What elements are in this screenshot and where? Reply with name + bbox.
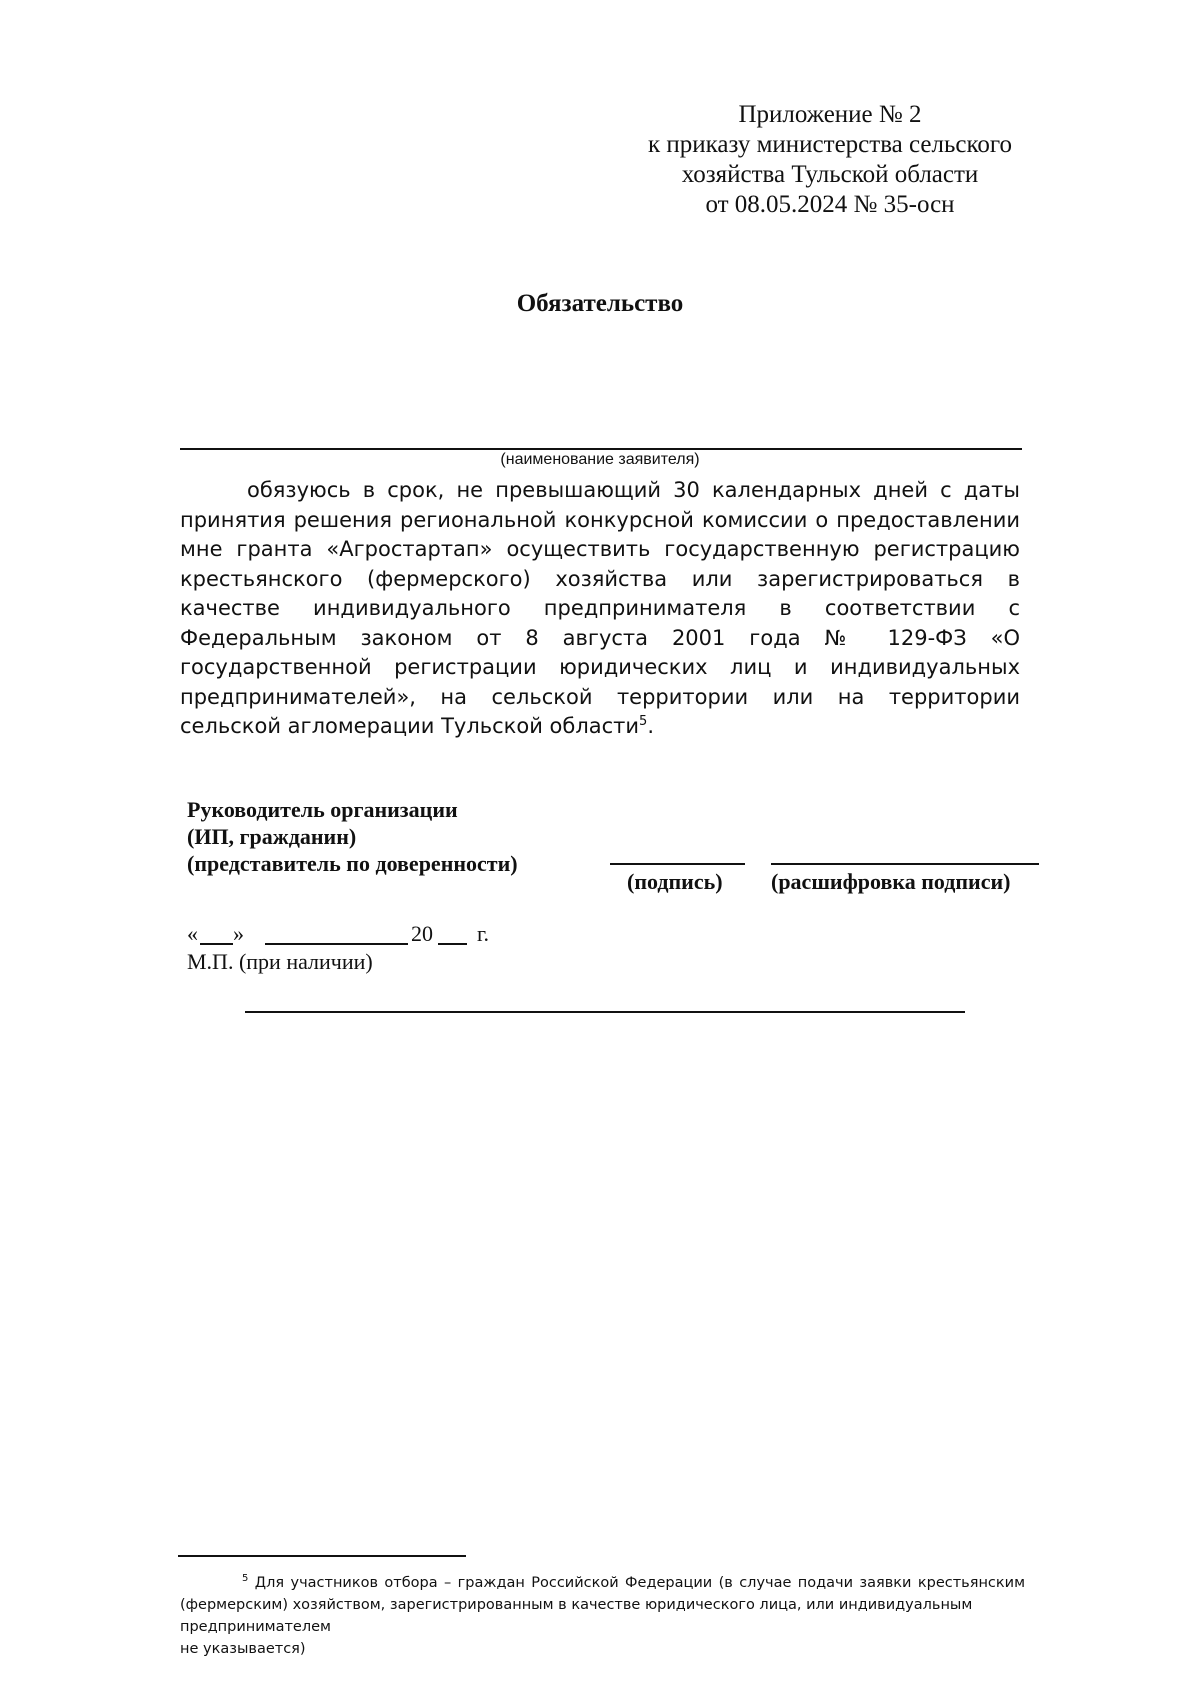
document-title: Обязательство [516, 290, 684, 317]
footnote-separator [178, 1555, 466, 1557]
date-month-blank [265, 943, 408, 945]
signer-role-line-1: Руководитель организации [187, 797, 458, 822]
date-year-blank [438, 943, 467, 945]
signature-decode-caption: (расшифровка подписи) [771, 869, 1011, 894]
appendix-order-date: от 08.05.2024 № 35-осн [705, 191, 955, 218]
section-separator [245, 1011, 965, 1013]
applicant-name-caption: (наименование заявителя) [500, 451, 700, 468]
obligation-text-end: . [647, 714, 655, 738]
footnote [180, 1568, 1025, 1660]
obligation-text-body: обязуюсь в срок, не превышающий 30 календарных дней с даты принятия решения региональной конкурсной комиссии о предоставлении мне гранта «Агростартап» осуществить государственную регистрацию крестьянского (фермерского) хозяйства или зарегистрироваться в качестве индивидуального предпринимателя в соответствии с Федеральным законом от 8 августа 2001 года № 129-ФЗ «О государственной регистрации юридических лиц и индивидуальных предпринимателей», на сельской территории или на территории сельской агломерации Тульской области [180, 478, 1020, 738]
signature-line [610, 863, 745, 865]
signature-caption: (подпись) [627, 869, 723, 894]
signer-role-line-2: (ИП, гражданин) [187, 824, 357, 849]
date-day-blank [200, 943, 233, 945]
appendix-header [600, 100, 1060, 220]
signer-role-line-3: (представитель по доверенности) [187, 851, 518, 876]
date-close-quote: » [233, 921, 244, 946]
signature-decode-line [771, 863, 1039, 865]
footnote-mark: 5 [242, 1573, 249, 1584]
footnote-line-3: не указывается) [180, 1640, 306, 1657]
stamp-place: М.П. (при наличии) [187, 949, 373, 974]
appendix-order-ref: к приказу министерства сельского [647, 131, 1012, 158]
applicant-name-line [180, 448, 1022, 450]
date-year-suffix: г. [477, 921, 490, 946]
footnote-reference: 5 [639, 714, 648, 729]
appendix-number: Приложение № 2 [738, 101, 922, 128]
appendix-ministry: хозяйства Тульской области [681, 161, 979, 188]
obligation-text [180, 476, 1020, 742]
date-open-quote: « [187, 921, 198, 946]
signer-role [187, 796, 518, 877]
footnote-text: Для участников отбора – граждан Российской Федерации (в случае подачи заявки крестьянским (фермерским) хозяйством, зарегистрированным в качестве юридического лица, или индивидуальным [180, 1574, 1026, 1613]
footnote-line-2: предпринимателем [180, 1618, 331, 1635]
date-year-prefix: 20 [411, 921, 433, 946]
